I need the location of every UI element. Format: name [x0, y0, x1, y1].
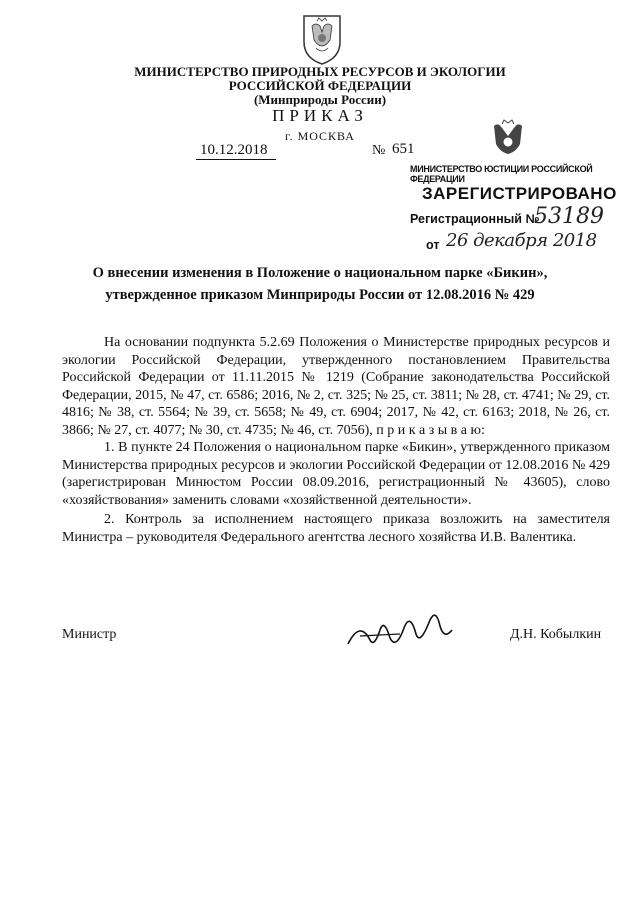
stamp-registered: ЗАРЕГИСТРИРОВАНО [422, 184, 617, 203]
signer-name: Д.Н. Кобылкин [510, 627, 602, 642]
document-type: ПРИКАЗ [272, 106, 368, 125]
handwritten-signature [340, 600, 460, 660]
stamp-reg-number: 53189 [534, 204, 604, 229]
title-line1: О внесении изменения в Положение о национальном парке «Бикин», [92, 265, 548, 281]
document-number: 651 [392, 141, 415, 157]
stamp-date: 26 декабря 2018 [446, 230, 597, 251]
document-title [60, 262, 580, 306]
ministry-short-name: (Минприроды России) [253, 92, 387, 107]
document-body [62, 334, 610, 546]
ministry-name-line2: РОССИЙСКОЙ ФЕДЕРАЦИИ [228, 78, 412, 93]
coat-of-arms-icon [298, 12, 346, 66]
stamp-reg-label: Регистрационный № [410, 212, 540, 226]
stamp-ministry: МИНИСТЕРСТВО ЮСТИЦИИ РОССИЙСКОЙ ФЕДЕРАЦИИ [410, 164, 593, 184]
double-headed-eagle-icon [486, 118, 530, 162]
document-number-label: № [372, 143, 386, 158]
signer-role: Министр [62, 627, 117, 642]
registration-stamp [406, 118, 616, 258]
document-date: 10.12.2018 [196, 142, 276, 160]
body-paragraph-item1: 1. В пункте 24 Положения о национальном парке «Бикин», утвержденного приказом Министерства природных ресурсов и экологии Российской Федерации от 12.08.2016 № 429 (зарегистрирован Минюстом России 08.09.2016, регистрационный № 43605), слово «хозяйствования» заменить словами «хозяйственной деятельности». [62, 440, 610, 508]
stamp-date-label: от [426, 238, 440, 252]
document-city: г. МОСКВА [285, 129, 355, 143]
body-paragraph-basis: На основании подпункта 5.2.69 Положения о Министерстве природных ресурсов и экологии Российской Федерации, утвержденного постановлением Правительства Российской Федерации от 11.11.2015 № 1219 (Собрание законодательства Российской Федерации, 2015, № 47, ст. 6586; 2016, № 2, ст. 325; № 25, ст. 3811; № 28, ст. 4741; № 29, ст. 4816; № 38, ст. 5564; № 39, ст. 5658; № 49, ст. 6904; 2017, № 42, ст. 6163; 2018, № 26, ст. 3866; № 27, ст. 4077; № 30, ст. 4735; № 46, ст. 7056), п р и к а з ы в а ю: [62, 335, 610, 438]
body-paragraph-item2: 2. Контроль за исполнением настоящего приказа возложить на заместителя Министра – руководителя Федерального агентства лесного хозяйства И.В. Валентика. [62, 512, 610, 545]
ministry-name-line1: МИНИСТЕРСТВО ПРИРОДНЫХ РЕСУРСОВ И ЭКОЛОГИИ [134, 64, 506, 79]
title-line2: утвержденное приказом Минприроды России от 12.08.2016 № 429 [105, 287, 535, 303]
